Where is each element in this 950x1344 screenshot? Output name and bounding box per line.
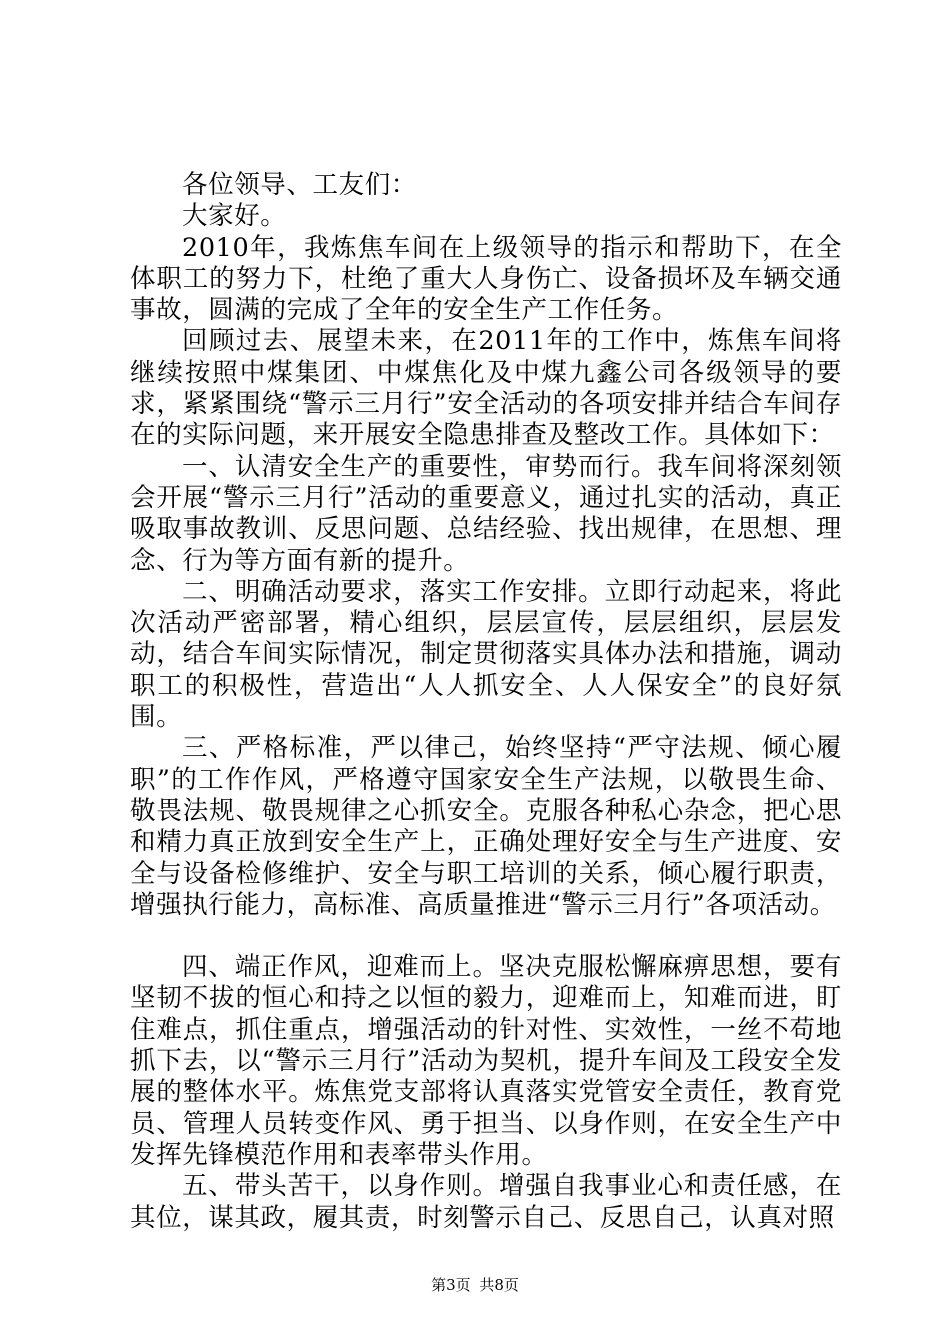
paragraph-point-2: 二、明确活动要求，落实工作安排。立即行动起来，将此次活动严密部署，精心组织，层层宣传，层层组织，层层发动，结合车间实际情况，制定贯彻落实具体办法和措施，调动职工的积极性，营造出“人人抓安全、人人保安全”的良好氛围。	[130, 576, 842, 733]
page-number: 第3页	[431, 1276, 471, 1294]
paragraph-2011-outlook: 回顾过去、展望未来，在2011年的工作中，炼焦车间将继续按照中煤集团、中煤焦化及中煤九鑫公司各级领导的要求，紧紧围绕“警示三月行”安全活动的各项安排并结合车间存在的实际问题，来开展安全隐患排查及整改工作。具体如下：	[130, 326, 842, 451]
greeting: 大家好。	[182, 201, 287, 232]
salutation: 各位领导、工友们：	[182, 170, 417, 200]
paragraph-2010-summary: 2010年，我炼焦车间在上级领导的指示和帮助下，在全体职工的努力下，杜绝了重大人身伤亡、设备损坏及车辆交通事故，圆满的完成了全年的安全生产工作任务。	[130, 232, 842, 326]
paragraph-point-3: 三、严格标准，严以律己，始终坚持“严守法规、倾心履职”的工作作风，严格遵守国家安全生产法规，以敬畏生命、敬畏法规、敬畏规律之心抓安全。克服各种私心杂念，把心思和精力真正放到安全生产上，正确处理好安全与生产进度、安全与设备检修维护、安全与职工培训的关系，倾心履行职责，增强执行能力，高标准、高质量推进“警示三月行”各项活动。	[130, 733, 842, 920]
paragraph-point-5: 五、带头苦干，以身作则。增强自我事业心和责任感，在其位，谋其政，履其责，时刻警示自己、反思自己，认真对照	[130, 1171, 842, 1233]
page-footer	[0, 1275, 950, 1295]
page-total: 共8页	[479, 1276, 519, 1294]
document-body	[130, 170, 842, 1234]
paragraph-point-1: 一、认清安全生产的重要性，审势而行。我车间将深刻领会开展“警示三月行”活动的重要意义，通过扎实的活动，真正吸取事故教训、反思问题、总结经验、找出规律，在思想、理念、行为等方面有新的提升。	[130, 451, 842, 576]
paragraph-point-4: 四、端正作风，迎难而上。坚决克服松懈麻痹思想，要有坚韧不拔的恒心和持之以恒的毅力，迎难而上，知难而进，盯住难点，抓住重点，增强活动的针对性、实效性，一丝不苟地抓下去，以“警示三月行”活动为契机，提升车间及工段安全发展的整体水平。炼焦党支部将认真落实党管安全责任，教育党员、管理人员转变作风、勇于担当、以身作则，在安全生产中发挥先锋模范作用和表率带头作用。	[130, 952, 842, 1170]
